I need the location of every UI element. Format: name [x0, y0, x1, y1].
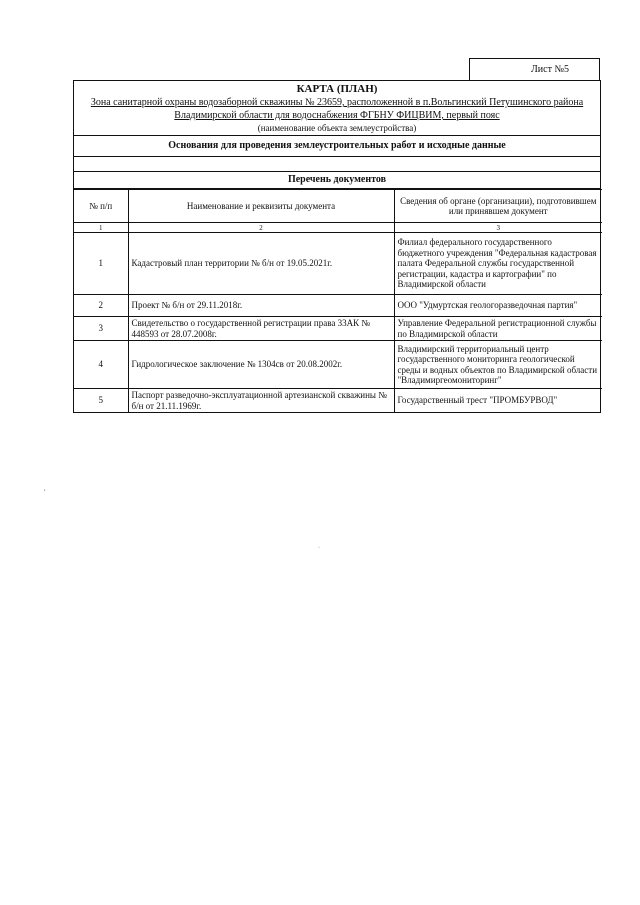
- document-frame: [73, 80, 601, 413]
- header-organization: Сведения об органе (организации), подготовившем или принявшем документ: [394, 190, 602, 223]
- column-number-row: [74, 223, 602, 233]
- table-row: [74, 295, 602, 317]
- row-organization: ООО "Удмуртская геологоразведочная партия": [394, 295, 602, 317]
- row-organization: Управление Федеральной регистрационной службы по Владимирской области: [394, 317, 602, 341]
- row-number: 4: [74, 341, 128, 389]
- row-organization: Государственный трест "ПРОМБУРВОД": [394, 389, 602, 413]
- table-row: [74, 389, 602, 413]
- scan-speck: ,: [44, 486, 46, 492]
- row-document: Проект № б/н от 29.11.2018г.: [128, 295, 394, 317]
- row-organization: Владимирский территориальный центр государственного мониторинга геологической среды и водных объектов по Владимирской области "Владимиргеомониторинг": [394, 341, 602, 389]
- row-document: Гидрологическое заключение № 1304св от 20.08.2002г.: [128, 341, 394, 389]
- row-organization: Филиал федерального государственного бюджетного учреждения "Федеральная кадастровая палата Федеральной службы государственной регистрации, кадастра и картографии" по Владимирской области: [394, 233, 602, 295]
- object-caption: (наименование объекта землеустройства): [257, 123, 417, 133]
- header-number: № п/п: [74, 190, 128, 223]
- table-header-row: [74, 190, 602, 223]
- table-row: [74, 233, 602, 295]
- row-document: Паспорт разведочно-эксплуатационной артезианской скважины № б/н от 21.11.1969г.: [128, 389, 394, 413]
- document-title: КАРТА (ПЛАН): [296, 83, 378, 95]
- scan-speck: ·: [318, 545, 320, 551]
- documents-table: [74, 189, 602, 412]
- table-row: [74, 341, 602, 389]
- row-number: 5: [74, 389, 128, 413]
- spacer-row: [74, 157, 600, 172]
- section-title: Основания для проведения землеустроительных работ и исходные данные: [74, 136, 600, 157]
- column-number: 2: [128, 223, 394, 233]
- object-name: Зона санитарной охраны водозаборной скважины № 23659, расположенной в п.Вольгинский Петушинского района Владимирской области для водоснабжения ФГБНУ ФИЦВИМ, первый пояс: [90, 97, 584, 121]
- document-header: [74, 81, 600, 136]
- row-number: 1: [74, 233, 128, 295]
- header-document: Наименование и реквизиты документа: [128, 190, 394, 223]
- row-number: 3: [74, 317, 128, 341]
- column-number: 1: [74, 223, 128, 233]
- row-document: Кадастровый план территории № б/н от 19.05.2021г.: [128, 233, 394, 295]
- row-number: 2: [74, 295, 128, 317]
- column-number: 3: [394, 223, 602, 233]
- sheet-number-box: [469, 58, 600, 80]
- row-document: Свидетельство о государственной регистрации права 33АК № 448593 от 28.07.2008г.: [128, 317, 394, 341]
- table-row: [74, 317, 602, 341]
- documents-list-title: Перечень документов: [74, 172, 600, 189]
- sheet-number-label: Лист №5: [531, 64, 569, 75]
